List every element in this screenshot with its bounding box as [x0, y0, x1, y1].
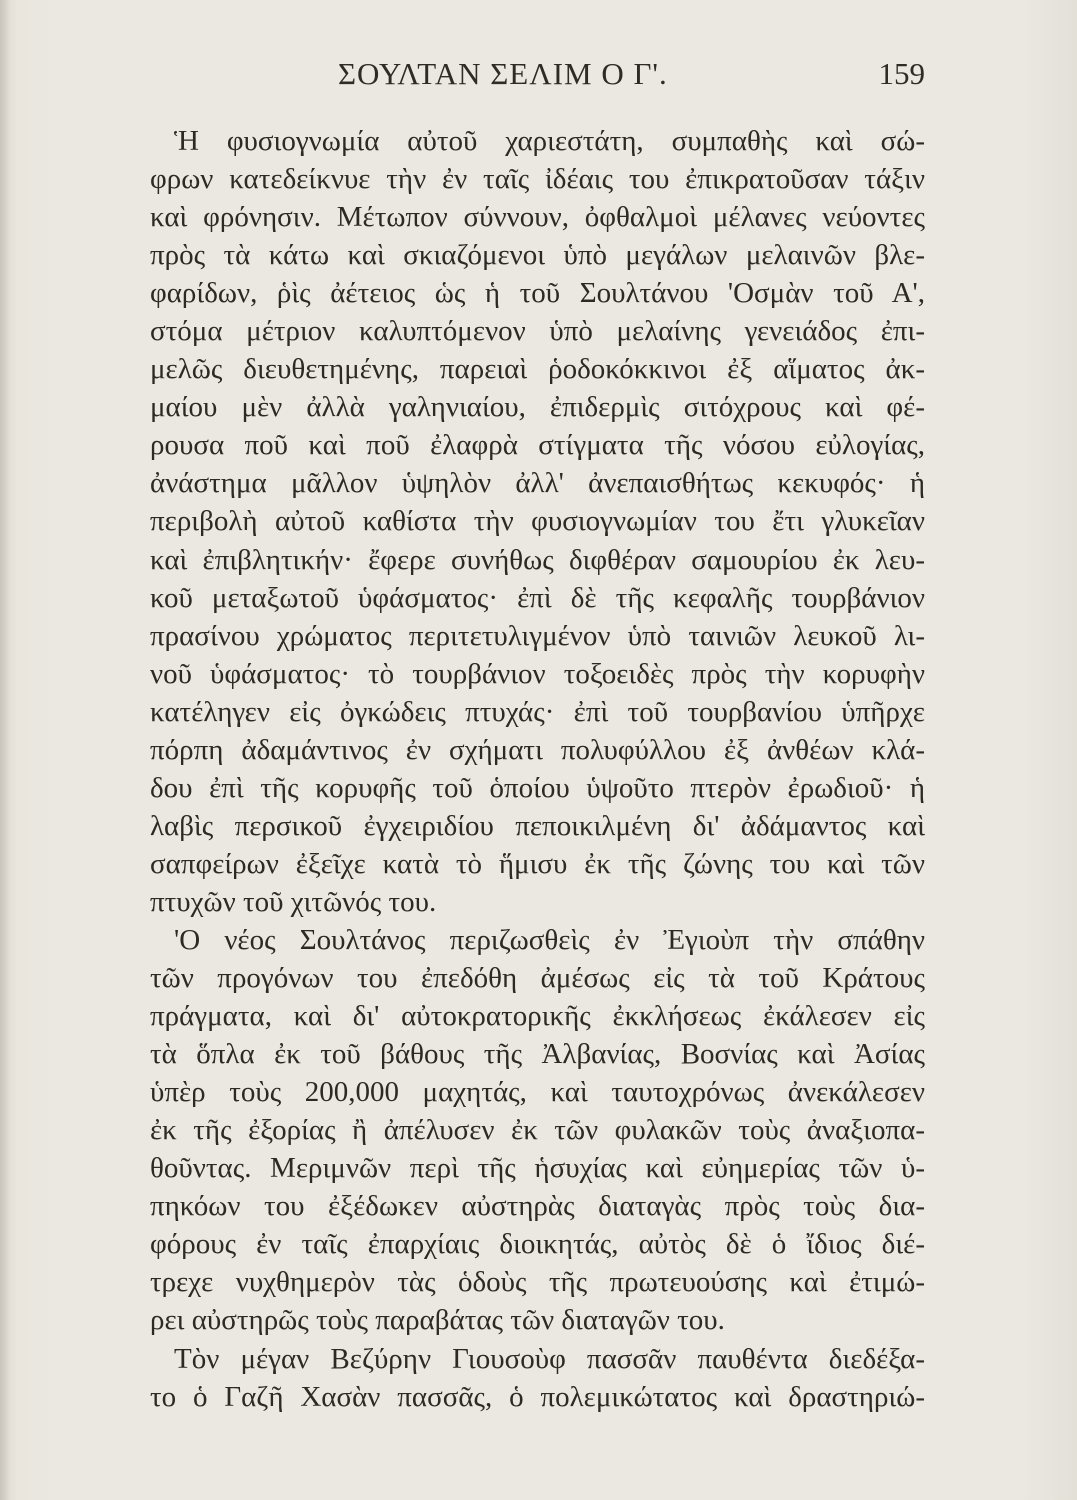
body-text — [150, 122, 925, 1416]
text-line: δου ἐπὶ τῆς κορυφῆς τοῦ ὁποίου ὑψοῦτο πτερὸν ἐρωδιοῦ· ἡ — [150, 771, 925, 804]
text-line: φόρους ἐν ταῖς ἐπαρχίαις διοικητάς, αὐτὸς δὲ ὁ ἴδιος διέ- — [150, 1228, 925, 1261]
text-line: ἐκ τῆς ἐξορίας ἢ ἀπέλυσεν ἐκ τῶν φυλακῶν τοὺς ἀναξιοπα- — [150, 1114, 925, 1147]
text-line: ρει αὐστηρῶς τοὺς παραβάτας τῶν διαταγῶν του. — [150, 1304, 725, 1337]
text-line: καὶ φρόνησιν. Μέτωπον σύννουν, ὀφθαλμοὶ μέλανες νεύοντες — [150, 201, 925, 234]
text-line: πρασίνου χρώματος περιτετυλιγμένον ὑπὸ ταινιῶν λευκοῦ λι- — [150, 619, 925, 652]
running-head: ΣΟΥΛΤΑΝ ΣΕΛΙΜ Ο Γ'. — [338, 56, 668, 91]
text-line: φρων κατεδείκνυε τὴν ἐν ταῖς ἰδέαις του ἐπικρατοῦσαν τάξιν — [150, 163, 925, 196]
text-line: νοῦ ὑφάσματος· τὸ τουρβάνιον τοξοειδὲς πρὸς τὴν κορυφὴν — [150, 657, 925, 690]
text-line: φαρίδων, ῥὶς ἀέτειος ὡς ἡ τοῦ Σουλτάνου 'Οσμὰν τοῦ Α', — [150, 277, 925, 310]
page-number: 159 — [878, 56, 925, 91]
text-line: πρὸς τὰ κάτω καὶ σκιαζόμενοι ὑπὸ μεγάλων μελαινῶν βλε- — [150, 239, 925, 272]
text-line: κατέληγεν εἰς ὀγκώδεις πτυχάς· ἐπὶ τοῦ τουρβανίου ὑπῆρχε — [150, 695, 925, 728]
text-line: πτυχῶν τοῦ χιτῶνός του. — [150, 885, 437, 918]
spine-shadow — [0, 0, 10, 1500]
text-line: ἀνάστημα μᾶλλον ὑψηλὸν ἀλλ' ἀνεπαισθήτως κεκυφός· ἡ — [150, 467, 925, 500]
text-line: πράγματα, καὶ δι' αὐτοκρατορικῆς ἐκκλήσεως ἐκάλεσεν εἰς — [150, 1000, 925, 1033]
text-line: καὶ ἐπιβλητικήν· ἔφερε συνήθως διφθέραν σαμουρίου ἐκ λευ- — [150, 543, 925, 576]
text-line: περιβολὴ αὐτοῦ καθίστα τὴν φυσιογνωμίαν του ἔτι γλυκεῖαν — [150, 505, 925, 538]
text-line: τῶν προγόνων του ἐπεδόθη ἀμέσως εἰς τὰ τοῦ Κράτους — [150, 962, 925, 995]
page-header — [150, 56, 925, 96]
text-line: το ὁ Γαζῆ Χασὰν πασσᾶς, ὁ πολεμικώτατος καὶ δραστηριώ- — [150, 1380, 925, 1413]
text-line: Ἡ φυσιογνωμία αὐτοῦ χαριεστάτη, συμπαθὴς καὶ σώ- — [174, 125, 925, 157]
text-line: θοῦντας. Μεριμνῶν περὶ τῆς ἡσυχίας καὶ εὐημερίας τῶν ὑ- — [150, 1152, 925, 1185]
text-line: μελῶς διευθετημένης, παρειαὶ ῥοδοκόκκινοι ἐξ αἵματος ἀκ- — [150, 353, 925, 386]
text-line: κοῦ μεταξωτοῦ ὑφάσματος· ἐπὶ δὲ τῆς κεφαλῆς τουρβάνιον — [150, 581, 925, 614]
text-line: ρουσα ποῦ καὶ ποῦ ἐλαφρὰ στίγματα τῆς νόσου εὐλογίας, — [150, 429, 925, 462]
text-line: στόμα μέτριον καλυπτόμενον ὑπὸ μελαίνης γενειάδος ἐπι- — [150, 315, 925, 348]
text-line: Τὸν μέγαν Βεζύρην Γιουσοὺφ πασσᾶν παυθέντα διεδέξα- — [174, 1342, 925, 1375]
text-line: 'Ο νέος Σουλτάνος περιζωσθεὶς ἐν Ἐγιοὺπ τὴν σπάθην — [174, 923, 925, 956]
text-line: μαίου μὲν ἀλλὰ γαληνιαίου, ἐπιδερμὶς σιτόχρους καὶ φέ- — [150, 391, 925, 424]
text-line: τρεχε νυχθημερὸν τὰς ὁδοὺς τῆς πρωτευούσης καὶ ἐτιμώ- — [150, 1266, 925, 1299]
text-line: ὑπὲρ τοὺς 200,000 μαχητάς, καὶ ταυτοχρόνως ἀνεκάλεσεν — [150, 1076, 925, 1109]
text-line: λαβὶς περσικοῦ ἐγχειριδίου πεποικιλμένη δι' ἀδάμαντος καὶ — [150, 809, 925, 842]
text-line: πόρπη ἀδαμάντινος ἐν σχήματι πολυφύλλου ἐξ ἀνθέων κλά- — [150, 733, 925, 766]
text-line: πηκόων του ἐξέδωκεν αὐστηρὰς διαταγὰς πρὸς τοὺς δια- — [150, 1190, 925, 1223]
text-line: τὰ ὅπλα ἐκ τοῦ βάθους τῆς Ἀλβανίας, Βοσνίας καὶ Ἀσίας — [150, 1038, 925, 1071]
text-line: σαπφείρων ἐξεῖχε κατὰ τὸ ἥμισυ ἐκ τῆς ζώνης του καὶ τῶν — [150, 847, 925, 880]
